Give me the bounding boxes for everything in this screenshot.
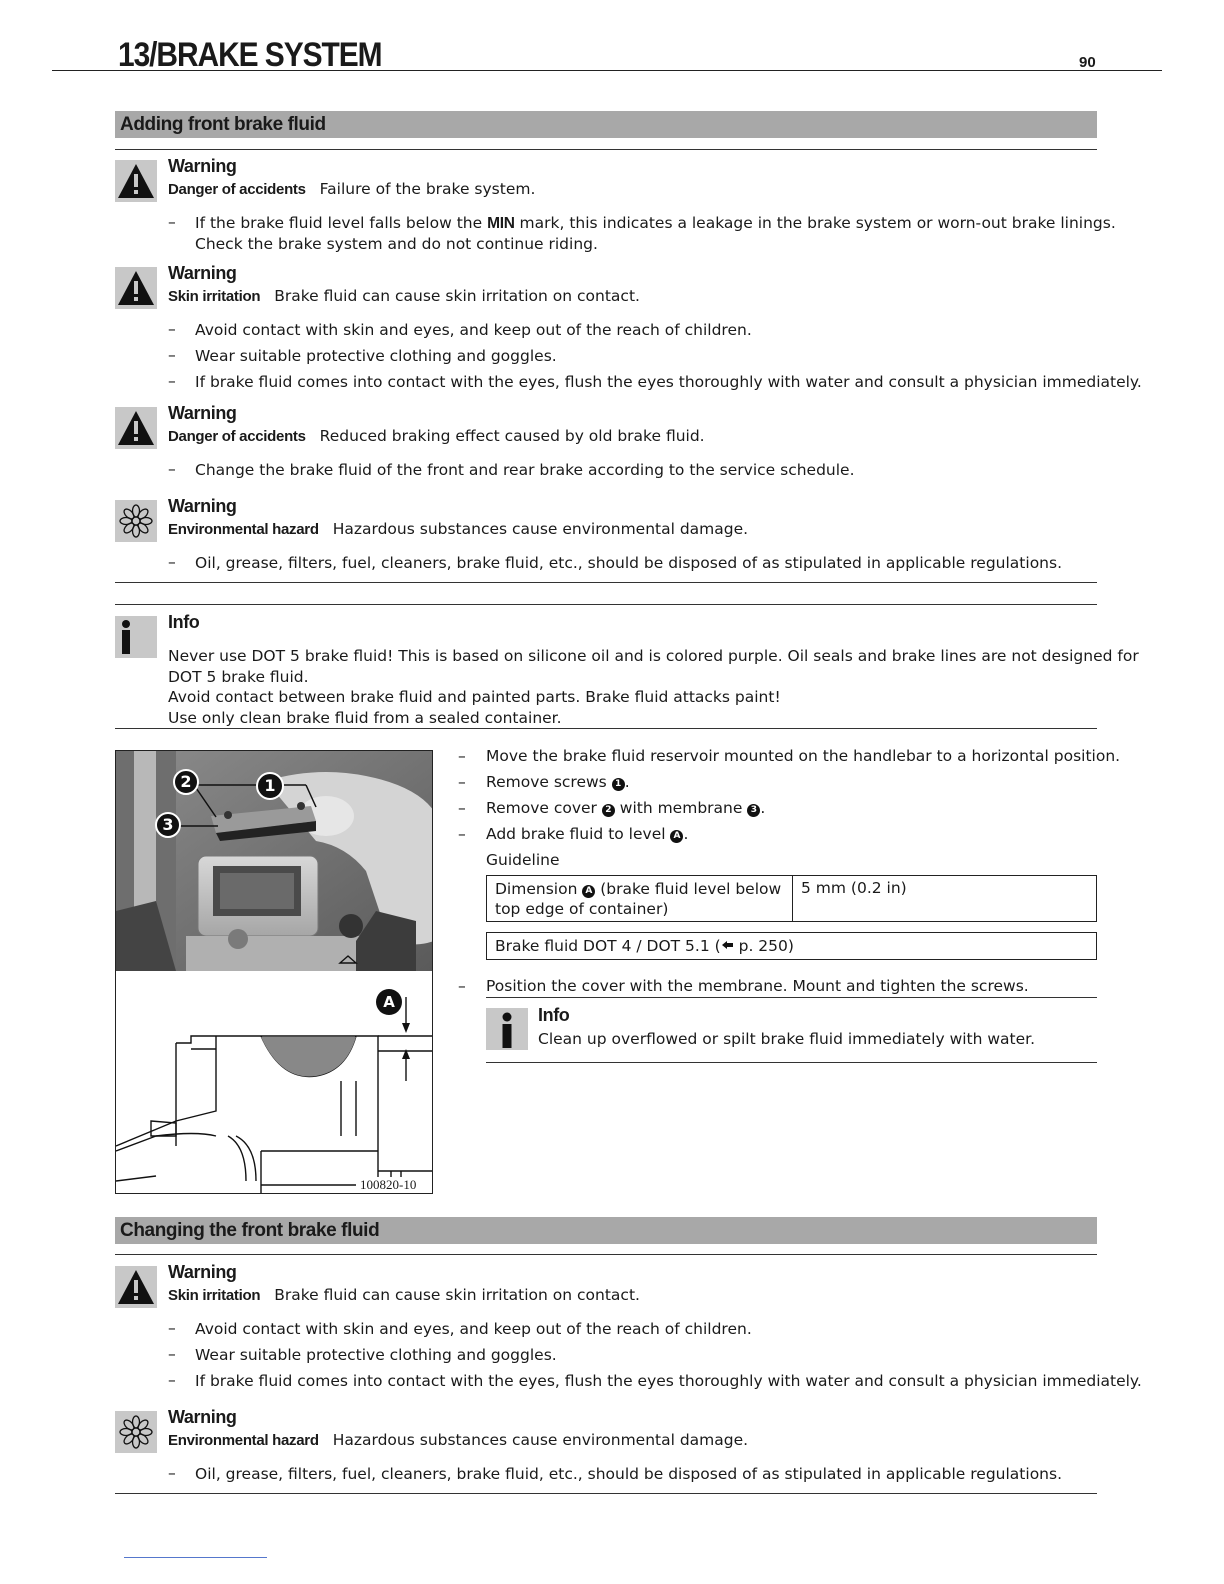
info-title: Info — [538, 1005, 570, 1025]
warning-summary — [168, 427, 705, 445]
divider — [115, 1254, 1097, 1255]
callout-1: 1 — [256, 772, 284, 800]
warning-title: Warning — [168, 1262, 237, 1282]
warning-text: Hazardous substances cause environmental damage. — [332, 1431, 749, 1449]
warning-text: Hazardous substances cause environmental damage. — [332, 520, 749, 538]
warning-title: Warning — [168, 1407, 237, 1427]
environment-warning-block: Warning Environmental hazard Hazardous substances cause environmental damage. – Oil, grease, filters, fuel, cleaners, brake fluid, etc., should be disposed of as stipulated in applicable regulations. — [115, 1407, 1097, 1492]
chapter-title: 13/BRAKE SYSTEM — [118, 36, 382, 74]
warning-triangle-icon — [115, 160, 157, 202]
ref-A: A — [582, 885, 595, 898]
brake-fluid-spec: Brake fluid DOT 4 / DOT 5.1 ( p. 250) — [486, 932, 1097, 960]
warning-label: Danger of accidents — [168, 181, 306, 198]
page-number: 90 — [1079, 54, 1096, 71]
warning-title: Warning — [168, 403, 237, 423]
warning-text: Brake fluid can cause skin irritation on contact. — [274, 287, 640, 305]
warning-block: Warning Danger of accidents Failure of the brake system. – If the brake fluid level falls below the MIN mark, this indicates a leakage in the brake system or worn-out brake linings. Check the brake system and do not continue riding. — [115, 156, 1097, 256]
warning-triangle-icon — [115, 267, 157, 309]
section-heading-changing-front-brake-fluid: Changing the front brake fluid — [115, 1217, 1097, 1244]
warning-summary — [168, 1286, 640, 1304]
table-cell-value: 5 mm (0.2 in) — [801, 879, 907, 897]
callout-A: A — [376, 989, 402, 1015]
warning-triangle-icon — [115, 1266, 157, 1308]
warning-label: Skin irritation — [168, 288, 261, 305]
warning-title: Warning — [168, 263, 237, 283]
figure-code: 100820-10 — [360, 1177, 417, 1192]
warning-label: Skin irritation — [168, 1287, 261, 1304]
warning-summary — [168, 287, 640, 305]
warning-block: Warning Skin irritation Brake fluid can cause skin irritation on contact. – Avoid contact with skin and eyes, and keep out of the reach of children. – Wear suitable protective clothing and goggles. – If brake fluid comes into contact with the eyes, flush the eyes thoroughly with water and consult a physician immediately. — [115, 263, 1097, 398]
pointing-hand-icon — [721, 936, 734, 946]
warning-triangle-icon — [115, 407, 157, 449]
divider — [486, 1062, 1097, 1063]
info-block — [115, 612, 1139, 727]
warning-block: Warning Skin irritation Brake fluid can cause skin irritation on contact. – Avoid contact with skin and eyes, and keep out of the reach of children. – Wear suitable protective clothing and goggles. – If brake fluid comes into contact with the eyes, flush the eyes thoroughly with water and consult a physician immediately. — [115, 1262, 1097, 1402]
guideline-table — [486, 875, 1097, 922]
info-text: Never use DOT 5 brake fluid! This is based on silicone oil and is colored purple. Oil seals and brake lines are not designed for DOT 5 brake fluid. Avoid contact between brake fluid and painted parts. Brake fluid attacks paint! Use only clean brake fluid from a sealed container. — [168, 647, 1139, 727]
ref-2: 2 — [602, 804, 615, 817]
warning-summary — [168, 520, 748, 538]
page-header — [52, 36, 1162, 74]
info-title: Info — [168, 612, 200, 632]
divider — [115, 1493, 1097, 1494]
info-icon — [115, 616, 157, 658]
warning-summary — [168, 1431, 748, 1449]
ref-3: 3 — [747, 804, 760, 817]
warning-label: Danger of accidents — [168, 428, 306, 445]
info-icon — [486, 1008, 528, 1050]
divider — [115, 604, 1097, 605]
warning-text: Reduced braking effect caused by old brake fluid. — [319, 427, 705, 445]
warning-text: Failure of the brake system. — [319, 180, 536, 198]
callout-2: 2 — [173, 769, 199, 795]
ref-A: A — [670, 830, 683, 843]
warning-label: Environmental hazard — [168, 1432, 319, 1449]
warning-title: Warning — [168, 156, 237, 176]
environment-warning-block: Warning Environmental hazard Hazardous substances cause environmental damage. – Oil, grease, filters, fuel, cleaners, brake fluid, etc., should be disposed of as stipulated in applicable regulations. — [115, 496, 1097, 581]
section-heading-adding-front-brake-fluid: Adding front brake fluid — [115, 111, 1097, 138]
footer-link-line — [124, 1557, 267, 1558]
warning-title: Warning — [168, 496, 237, 516]
warning-block: Warning Danger of accidents Reduced braking effect caused by old brake fluid. – Change the brake fluid of the front and rear brake according to the service schedule. — [115, 403, 1097, 488]
divider — [115, 582, 1097, 583]
environment-flower-icon — [115, 1411, 157, 1453]
info-block — [486, 1005, 1097, 1057]
warning-label: Environmental hazard — [168, 521, 319, 538]
divider — [486, 997, 1097, 998]
divider — [115, 728, 1097, 729]
divider — [115, 149, 1097, 150]
environment-flower-icon — [115, 500, 157, 542]
warning-text: Brake fluid can cause skin irritation on contact. — [274, 1286, 640, 1304]
ref-1: 1 — [612, 778, 625, 791]
warning-summary — [168, 180, 535, 198]
table-cell-label: Dimension A (brake fluid level below top edge of container) — [495, 880, 782, 918]
info-text: Clean up overflowed or spilt brake fluid immediately with water. — [538, 1030, 1036, 1048]
brake-reservoir-figure — [115, 750, 433, 1194]
callout-3: 3 — [155, 812, 181, 838]
